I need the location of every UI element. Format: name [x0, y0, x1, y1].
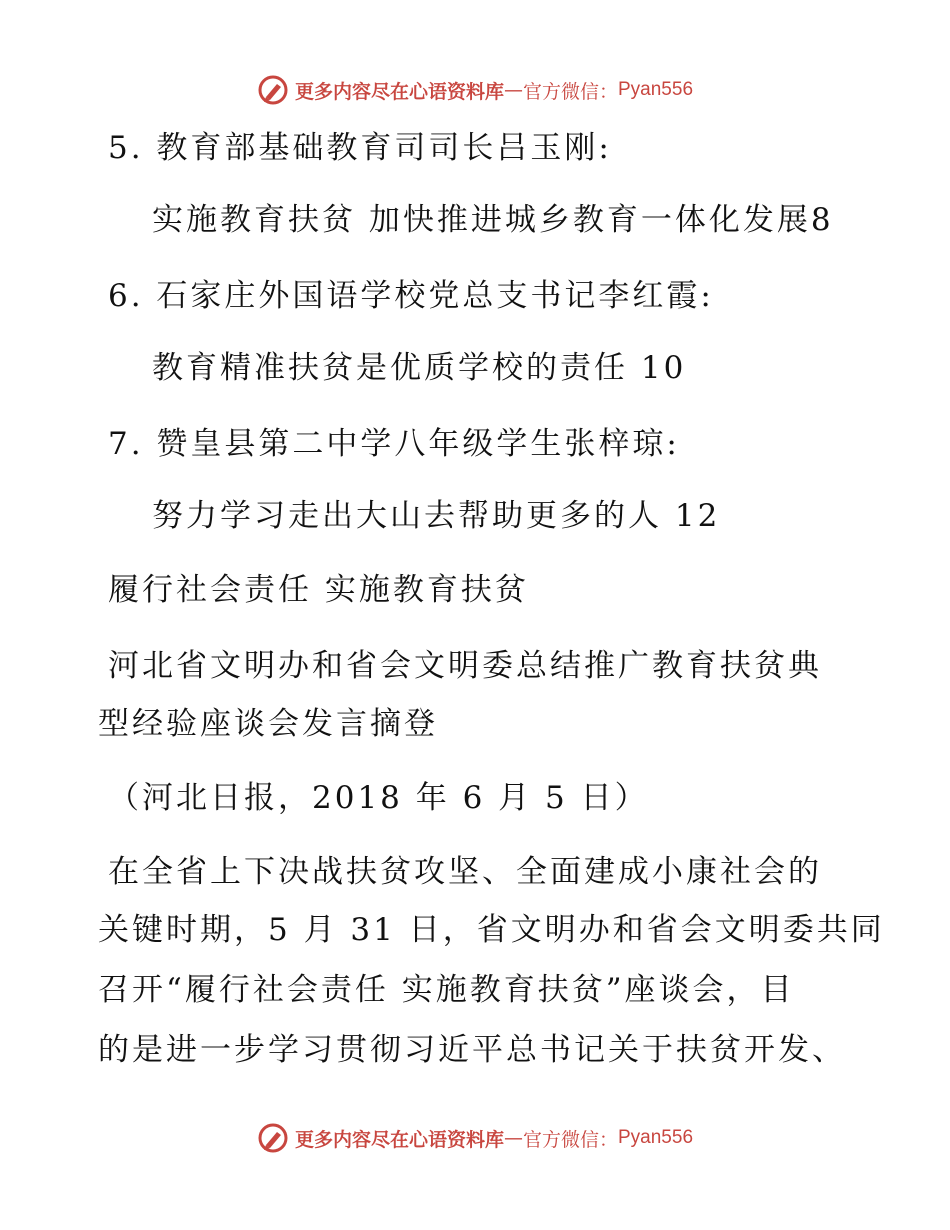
- toc-item-6-subtitle: 教育精准扶贫是优质学校的责任 10: [152, 350, 687, 386]
- watermark-separator: —: [503, 1127, 523, 1149]
- article-body-line-4: 的是进一步学习贯彻习近平总书记关于扶贫开发、: [98, 1032, 846, 1068]
- toc-item-6-title: 6. 石家庄外国语学校党总支书记李红霞:: [108, 278, 714, 314]
- toc-item-5-title: 5. 教育部基础教育司司长吕玉刚:: [108, 130, 612, 166]
- toc-item-7-subtitle: 努力学习走出大山去帮助更多的人 12: [152, 498, 721, 534]
- article-subheading-line-1: 河北省文明办和省会文明委总结推广教育扶贫典: [108, 648, 822, 684]
- article-body-line-1: 在全省上下决战扶贫攻坚、全面建成小康社会的: [108, 854, 822, 890]
- toc-item-7-title: 7. 赞皇县第二中学八年级学生张梓琼:: [108, 426, 680, 462]
- article-heading: 履行社会责任 实施教育扶贫: [108, 572, 529, 608]
- watermark-separator: —: [503, 79, 523, 101]
- article-source: （河北日报，2018 年 6 月 5 日）: [108, 780, 649, 816]
- article-body-line-3: 召开“履行社会责任 实施教育扶贫”座谈会，目: [98, 972, 795, 1008]
- watermark-id: Pyan556: [618, 79, 694, 100]
- watermark-label: 官方微信：: [522, 1128, 618, 1151]
- pen-logo-icon: [257, 1122, 289, 1154]
- article-subheading-line-2: 型经验座谈会发言摘登: [98, 706, 438, 742]
- watermark-label: 官方微信：: [522, 80, 618, 103]
- watermark-id: Pyan556: [618, 1127, 694, 1148]
- watermark-text: 更多内容尽在心语资料库: [294, 1128, 504, 1151]
- watermark-banner-top: [0, 70, 950, 110]
- watermark-banner-bottom: [0, 1118, 950, 1158]
- pen-logo-icon: [257, 74, 289, 106]
- article-body-line-2: 关键时期，5 月 31 日，省文明办和省会文明委共同: [98, 912, 885, 948]
- watermark-text: 更多内容尽在心语资料库: [294, 80, 504, 103]
- toc-item-5-subtitle: 实施教育扶贫 加快推进城乡教育一体化发展8: [152, 202, 834, 238]
